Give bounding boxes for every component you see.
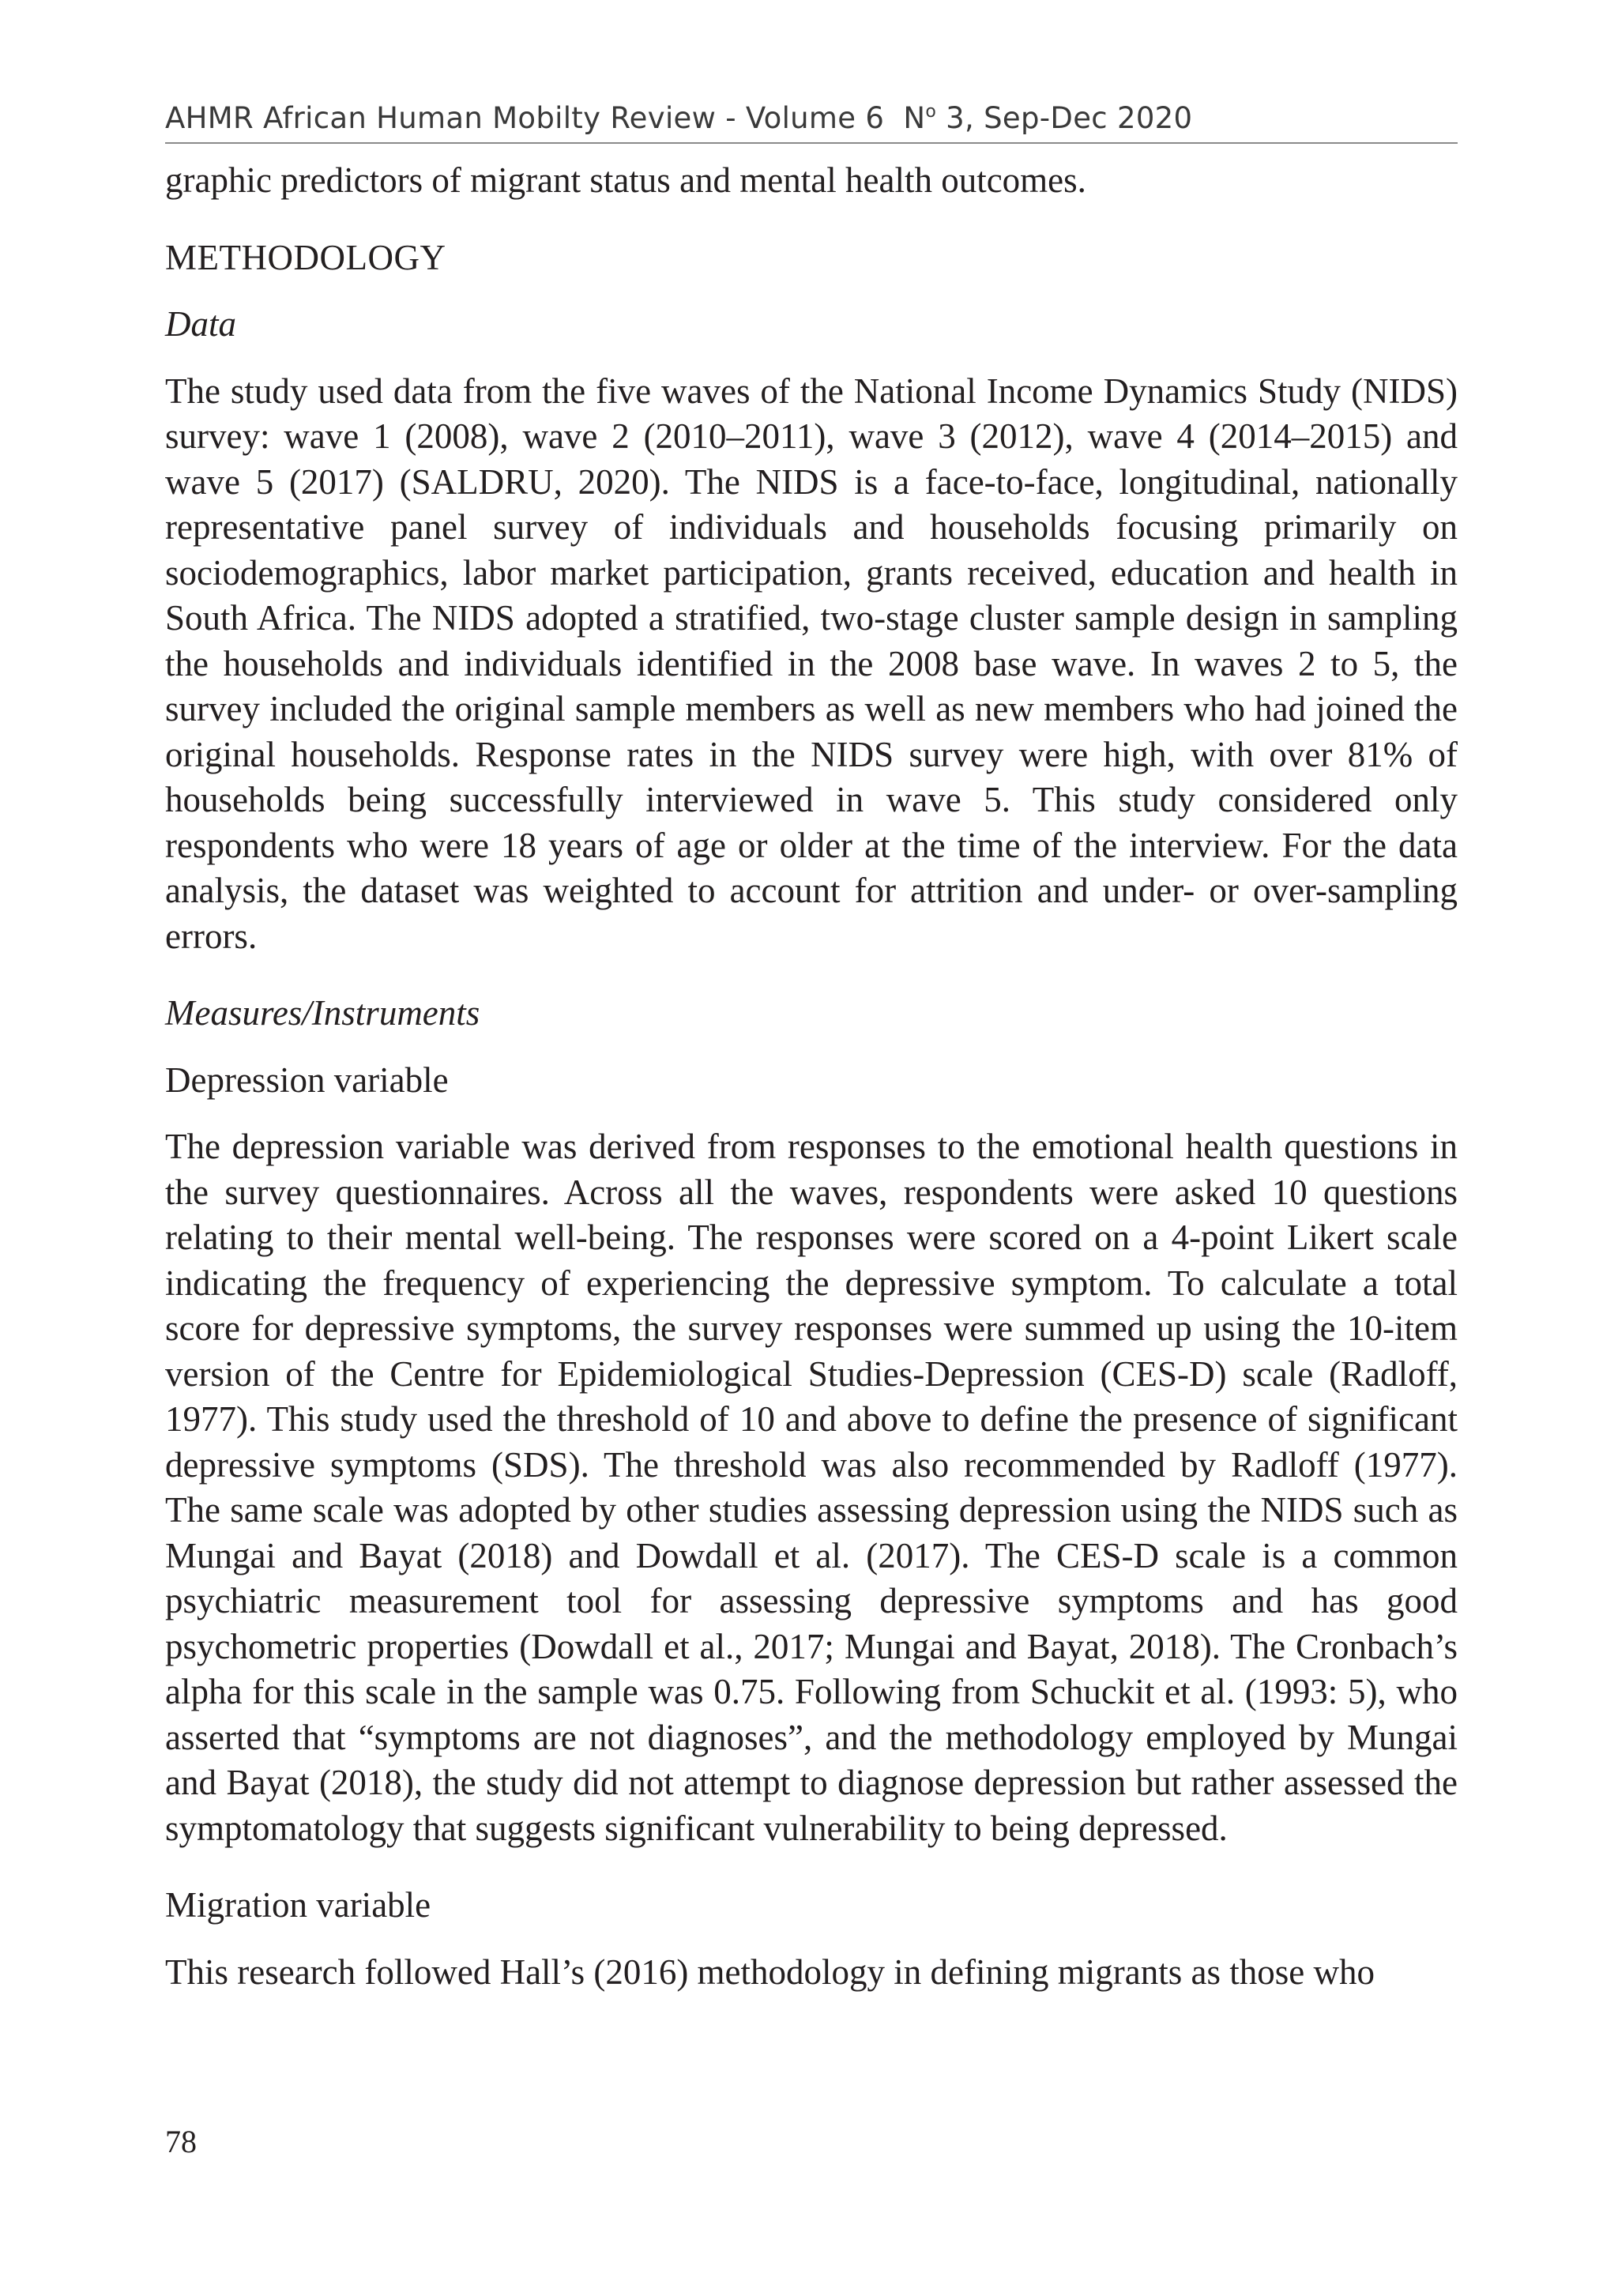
article-body — [165, 158, 1458, 1995]
section-heading-methodology: METHODOLOGY — [165, 237, 446, 277]
subheading-migration-variable: Migration variable — [165, 1885, 431, 1925]
depression-paragraph: The depression variable was derived from responses to the emotional health questions in the survey questionnaires. Across all the waves, respondents were asked 10 questions relating to their mental well-being. The responses were scored on a 4-point Likert scale indicating the frequency of experiencing the depressive symptom. To calculate a total score for depressive symptoms, the survey responses were summed up using the 10-item version of the Centre for Epidemiological Studies-Depression (CES-D) scale (Radloff, 1977). This study used the threshold of 10 and above to define the presence of significant depressive symptoms (SDS). The threshold was also recommended by Radloff (1977). The same scale was adopted by other studies assessing depression using the NIDS such as Mungai and Bayat (2018) and Dowdall et al. (2017). The CES-D scale is a common psychiatric measurement tool for assessing depressive symptoms and has good psychometric properties (Dowdall et al., 2017; Mungai and Bayat, 2018). The Cronbach’s alpha for this scale in the sample was 0.75. Following from Schuckit et al. (1993: 5), who asserted that “symptoms are not diagnoses”, and the methodology employed by Mungai and Bayat (2018), the study did not attempt to diagnose depression but rather assessed the symptomatology that suggests significant vulnerability to being depressed. — [165, 1127, 1458, 1848]
running-head — [165, 100, 1458, 137]
subheading-measures: Measures/Instruments — [165, 993, 480, 1033]
issue-number-label: N — [903, 101, 926, 135]
subheading-data: Data — [165, 304, 236, 344]
issue-date: 3, Sep-Dec 2020 — [936, 101, 1193, 135]
data-paragraph: The study used data from the five waves of the National Income Dynamics Study (NIDS) survey: wave 1 (2008), wave 2 (2010–2011), wave 3 (2012), wave 4 (2014–2015) and wave 5 (2017) (SALDRU, 2020). The NIDS is a face-to-face, longitudinal, nationally representative panel survey of individuals and households focusing primarily on sociodemographics, labor market participation, grants received, education and health in South Africa. The NIDS adopted a stratified, two-stage cluster sample design in sampling the households and individuals identified in the 2008 base wave. In waves 2 to 5, the survey included the original sample members as well as new members who had joined the original households. Response rates in the NIDS survey were high, with over 81% of households being successfully interviewed in wave 5. This study considered only respondents who were 18 years of age or older at the time of the interview. For the data analysis, the dataset was weighted to account for attrition and under- or over-sampling errors. — [165, 371, 1458, 956]
page-number: 78 — [165, 2124, 197, 2159]
issue-number-superscript: o — [925, 102, 937, 122]
header-divider — [165, 142, 1458, 144]
subheading-depression-variable: Depression variable — [165, 1060, 449, 1100]
continuation-paragraph: graphic predictors of migrant status and mental health outcomes. — [165, 160, 1086, 200]
journal-title: AHMR African Human Mobilty Review - Volume 6 — [165, 101, 885, 135]
migration-paragraph: This research followed Hall’s (2016) methodology in defining migrants as those who — [165, 1952, 1375, 1992]
